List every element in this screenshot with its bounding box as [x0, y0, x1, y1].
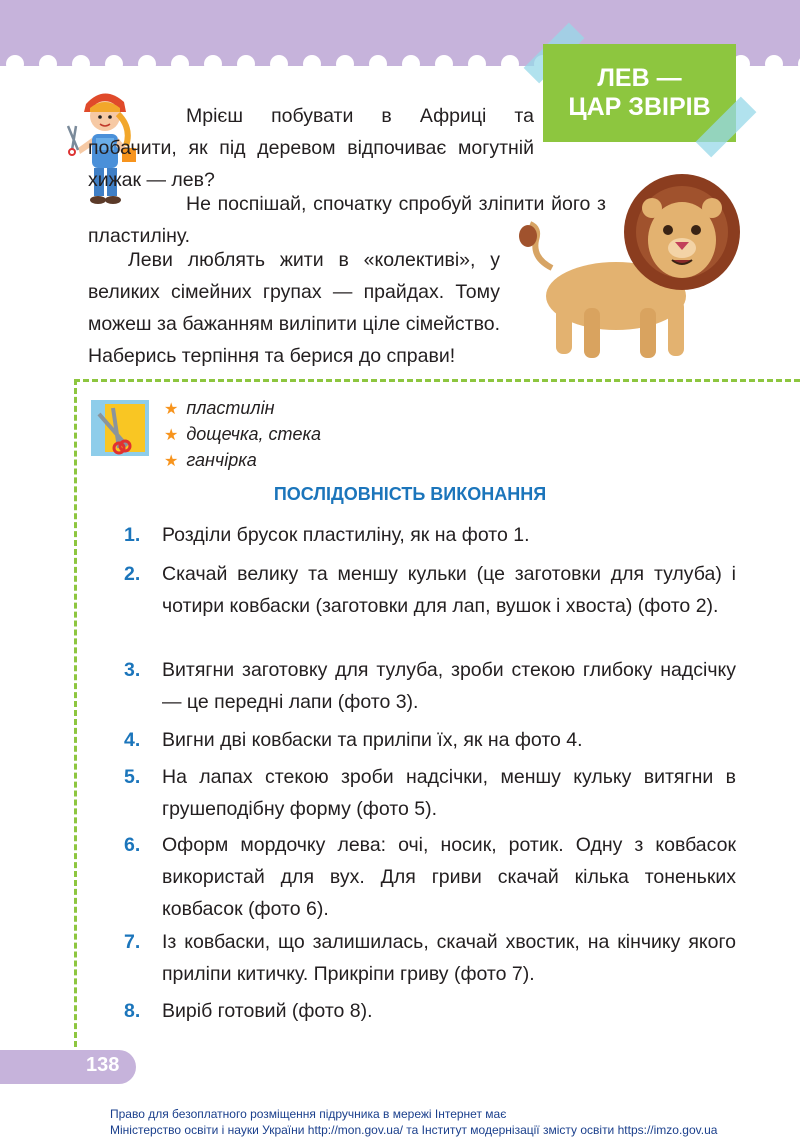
- step-text: Із ковбаски, що залишилась, скачай хвостик, на кінчику якого приліпи китичку. Прикріпи гриву (фото 7).: [162, 931, 736, 985]
- intro-paragraph-1: Мрієш побувати в Африці та побачити, як під деревом відпочиває могутній хижак — лев?: [88, 105, 534, 191]
- section-divider-top: [74, 379, 800, 382]
- scissors-materials-icon: [91, 400, 149, 456]
- step-number: 8.: [124, 1000, 141, 1022]
- material-item: ★ пластилін: [164, 398, 275, 418]
- scallop-dot: [105, 55, 123, 73]
- footer-license: [110, 1106, 717, 1138]
- step-number: 1.: [124, 524, 141, 546]
- step-number: 5.: [124, 766, 141, 788]
- step-text: Виріб готовий (фото 8).: [162, 1000, 373, 1022]
- scallop-dot: [369, 55, 387, 73]
- scallop-dot: [336, 55, 354, 73]
- lion-illustration: [512, 168, 752, 364]
- scallop-dot: [435, 55, 453, 73]
- scallop-dot: [204, 55, 222, 73]
- star-icon: ★: [164, 453, 179, 470]
- intro-paragraph-2: Не поспішай, спочатку спробуй зліпити його з пластиліну.: [88, 193, 606, 247]
- materials-list: [164, 396, 321, 474]
- scallop-dot: [303, 55, 321, 73]
- scallop-dot: [72, 55, 90, 73]
- intro-paragraph-3: Леви люблять жити в «колективі», у великих сімейних групах — прайдах. Тому можеш за бажанням виліпити ціле сімейство. Наберись терпіння та берися до справи!: [88, 249, 500, 367]
- step-number: 6.: [124, 834, 141, 856]
- scallop-dot: [6, 55, 24, 73]
- title-line-2: ЦАР ЗВІРІВ: [568, 93, 711, 121]
- step-number: 2.: [124, 563, 141, 585]
- footer-line-1: Право для безоплатного розміщення підручника в мережі Інтернет має: [110, 1107, 507, 1121]
- scallop-dot: [237, 55, 255, 73]
- step-number: 3.: [124, 659, 141, 681]
- sequence-title: ПОСЛІДОВНІСТЬ ВИКОНАННЯ: [273, 484, 547, 504]
- step-number: 7.: [124, 931, 141, 953]
- step-number: 4.: [124, 729, 141, 751]
- star-icon: ★: [164, 427, 179, 444]
- scallop-dot: [765, 55, 783, 73]
- title-line-1: ЛЕВ —: [597, 64, 682, 92]
- scallop-dot: [501, 55, 519, 73]
- star-icon: ★: [164, 401, 179, 418]
- step-text: Розділи брусок пластиліну, як на фото 1.: [162, 524, 530, 546]
- scallop-dot: [402, 55, 420, 73]
- page-number: 138: [86, 1054, 120, 1076]
- scallop-dot: [270, 55, 288, 73]
- step-text: Скачай велику та меншу кульки (це заготовки для тулуба) і чотири ковбаски (заготовки для лап, вушок і хвоста) (фото 2).: [162, 563, 736, 617]
- material-item: ★ дощечка, стека: [164, 424, 321, 444]
- lesson-title-box: [543, 44, 736, 142]
- material-item: ★ ганчірка: [164, 450, 257, 470]
- section-divider-left: [74, 379, 77, 1047]
- scallop-dot: [138, 55, 156, 73]
- scallop-dot: [468, 55, 486, 73]
- step-text: Оформ мордочку лева: очі, носик, ротик. Одну з ковбасок використай для вух. Для гриви скачай кілька тоненьких ковбасок (фото 6).: [162, 834, 736, 920]
- step-text: На лапах стекою зроби надсічки, меншу кульку витягни в грушеподібну форму (фото 5).: [162, 766, 736, 820]
- step-text: Вигни дві ковбаски та приліпи їх, як на фото 4.: [162, 729, 583, 751]
- scallop-dot: [171, 55, 189, 73]
- footer-line-2: Міністерство освіти і науки України http://mon.gov.ua/ та Інститут модернізації змісту освіти https://imzo.gov.ua: [110, 1123, 718, 1137]
- step-text: Витягни заготовку для тулуба, зроби стекою глибоку надсічку — це передні лапи (фото 3).: [162, 659, 736, 713]
- scallop-dot: [39, 55, 57, 73]
